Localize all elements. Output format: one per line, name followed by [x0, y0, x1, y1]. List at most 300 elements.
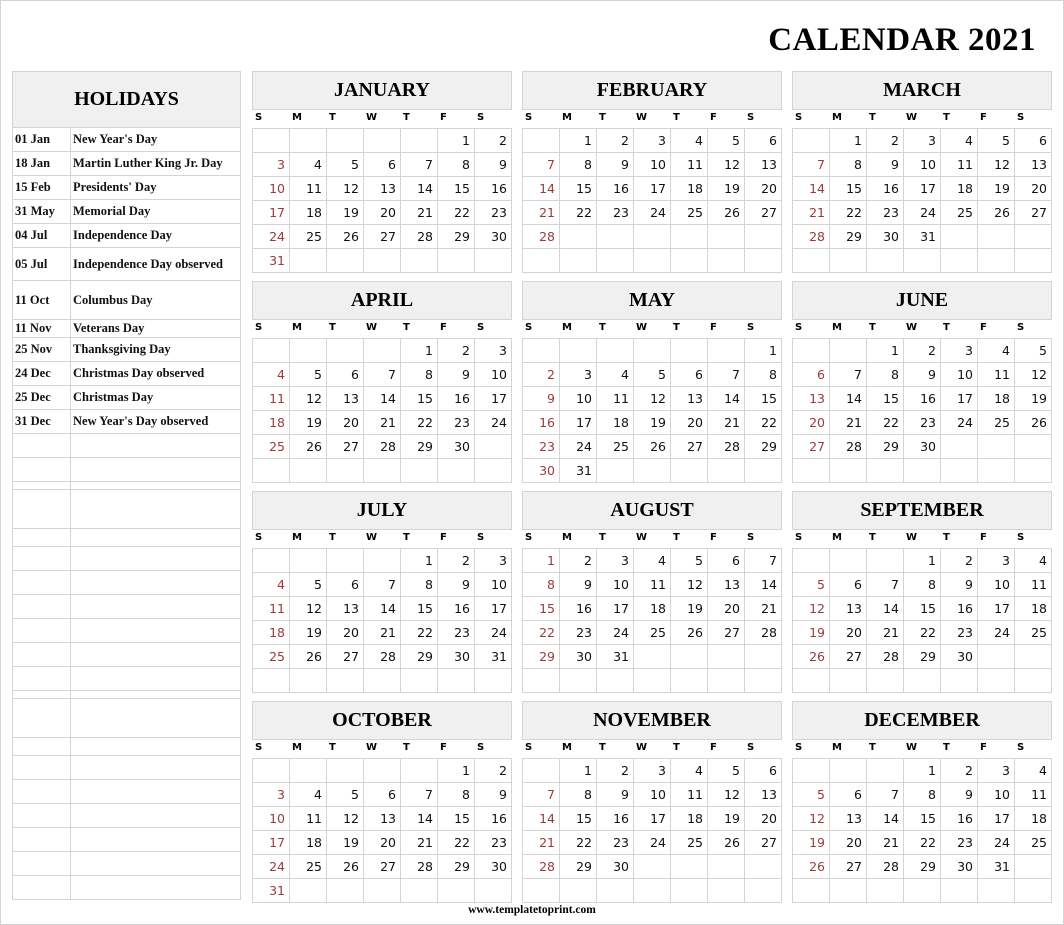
day-cell [523, 669, 560, 693]
weekday-label: S [525, 532, 533, 543]
day-cell [560, 669, 597, 693]
day-cell: 21 [793, 201, 830, 225]
footer-url: www.templatetoprint.com [468, 904, 596, 916]
day-cell: 23 [438, 411, 475, 435]
day-cell: 3 [978, 759, 1015, 783]
day-cell: 11 [1015, 573, 1052, 597]
day-cell [904, 459, 941, 483]
day-grid [252, 758, 512, 903]
day-cell: 20 [830, 621, 867, 645]
day-cell [327, 759, 364, 783]
day-cell [745, 459, 782, 483]
weekday-label: S [747, 742, 755, 753]
day-cell [438, 249, 475, 273]
day-cell: 22 [904, 831, 941, 855]
day-cell: 8 [745, 363, 782, 387]
weekday-label: M [832, 742, 842, 753]
day-cell: 8 [401, 573, 438, 597]
day-cell [475, 249, 512, 273]
holiday-row [12, 691, 241, 699]
day-cell: 25 [290, 855, 327, 879]
day-cell: 25 [634, 621, 671, 645]
day-cell [560, 879, 597, 903]
day-cell [1015, 669, 1052, 693]
day-cell: 7 [364, 573, 401, 597]
day-cell [978, 645, 1015, 669]
holiday-row [12, 738, 241, 756]
weekday-label: S [1017, 532, 1025, 543]
weekday-header [792, 530, 1052, 548]
day-cell: 12 [793, 807, 830, 831]
day-cell: 2 [560, 549, 597, 573]
day-cell: 10 [253, 177, 290, 201]
day-cell [1015, 645, 1052, 669]
day-cell [671, 855, 708, 879]
day-cell: 23 [475, 831, 512, 855]
weekday-label: T [943, 112, 950, 123]
day-cell: 27 [364, 855, 401, 879]
day-cell: 19 [793, 831, 830, 855]
day-cell: 21 [708, 411, 745, 435]
day-cell [793, 459, 830, 483]
day-cell: 11 [1015, 783, 1052, 807]
weekday-label: M [292, 112, 302, 123]
day-cell: 29 [523, 645, 560, 669]
day-cell [634, 669, 671, 693]
day-cell: 6 [327, 363, 364, 387]
holiday-date [13, 482, 71, 489]
day-cell: 16 [867, 177, 904, 201]
day-cell [671, 669, 708, 693]
day-cell: 19 [708, 807, 745, 831]
day-cell [290, 129, 327, 153]
day-cell [1015, 879, 1052, 903]
weekday-label: M [562, 112, 572, 123]
day-cell: 4 [1015, 549, 1052, 573]
day-cell: 13 [364, 177, 401, 201]
day-cell: 25 [290, 225, 327, 249]
day-cell: 5 [290, 573, 327, 597]
holiday-name [71, 643, 240, 666]
day-cell: 29 [438, 855, 475, 879]
day-cell: 13 [1015, 153, 1052, 177]
holiday-date: 11 Oct [13, 281, 71, 319]
day-cell: 22 [401, 621, 438, 645]
day-cell: 9 [904, 363, 941, 387]
day-cell: 17 [253, 831, 290, 855]
day-cell: 21 [523, 831, 560, 855]
day-cell: 15 [401, 597, 438, 621]
day-cell [1015, 249, 1052, 273]
day-cell: 21 [401, 831, 438, 855]
day-cell: 27 [327, 645, 364, 669]
day-cell [438, 459, 475, 483]
day-cell [867, 759, 904, 783]
day-cell: 28 [745, 621, 782, 645]
day-cell: 4 [290, 153, 327, 177]
day-cell [327, 339, 364, 363]
holiday-name [71, 852, 240, 875]
holiday-row [12, 434, 241, 458]
weekday-label: M [562, 532, 572, 543]
day-cell: 25 [978, 411, 1015, 435]
day-cell: 6 [830, 573, 867, 597]
holiday-name: Christmas Day observed [73, 366, 205, 380]
day-cell: 25 [671, 831, 708, 855]
day-grid [252, 128, 512, 273]
day-cell: 2 [941, 759, 978, 783]
day-cell [290, 339, 327, 363]
day-cell: 10 [597, 573, 634, 597]
day-cell [364, 459, 401, 483]
day-cell: 22 [560, 831, 597, 855]
day-cell: 26 [978, 201, 1015, 225]
day-cell: 30 [904, 435, 941, 459]
weekday-label: T [599, 112, 606, 123]
weekday-label: S [525, 322, 533, 333]
day-cell: 24 [904, 201, 941, 225]
day-cell [438, 879, 475, 903]
day-cell: 22 [560, 201, 597, 225]
day-cell: 26 [671, 621, 708, 645]
day-cell: 26 [290, 435, 327, 459]
weekday-label: S [255, 322, 263, 333]
weekday-label: S [255, 742, 263, 753]
weekday-header [252, 110, 512, 128]
weekday-label: T [329, 532, 336, 543]
day-cell: 15 [867, 387, 904, 411]
weekday-label: W [636, 532, 648, 543]
holiday-name: Independence Day [73, 228, 172, 242]
day-cell: 15 [904, 597, 941, 621]
day-cell: 10 [475, 573, 512, 597]
holidays-heading: HOLIDAYS [12, 71, 241, 128]
holiday-name [71, 571, 240, 594]
day-cell: 20 [708, 597, 745, 621]
holiday-row [12, 482, 241, 490]
holiday-row [12, 852, 241, 876]
day-cell: 18 [253, 411, 290, 435]
day-cell: 7 [793, 153, 830, 177]
day-cell: 28 [523, 855, 560, 879]
day-cell: 3 [475, 339, 512, 363]
day-cell [401, 249, 438, 273]
day-cell [401, 459, 438, 483]
day-cell [523, 339, 560, 363]
day-cell: 9 [560, 573, 597, 597]
day-cell [401, 759, 438, 783]
day-cell [1015, 855, 1052, 879]
holiday-row [12, 386, 241, 410]
month-title: JULY [252, 491, 512, 530]
month-title: NOVEMBER [522, 701, 782, 740]
day-cell: 2 [597, 129, 634, 153]
holiday-row [12, 699, 241, 738]
day-cell: 4 [597, 363, 634, 387]
day-cell: 12 [634, 387, 671, 411]
holiday-date [13, 490, 71, 528]
day-cell: 6 [364, 153, 401, 177]
weekday-label: W [366, 532, 378, 543]
day-cell: 22 [867, 411, 904, 435]
day-cell [401, 669, 438, 693]
day-cell [1015, 435, 1052, 459]
day-cell: 21 [830, 411, 867, 435]
day-cell [253, 459, 290, 483]
day-cell: 10 [634, 153, 671, 177]
day-cell: 31 [597, 645, 634, 669]
holiday-row [12, 547, 241, 571]
day-cell: 6 [830, 783, 867, 807]
weekday-label: F [710, 112, 717, 123]
day-cell: 11 [253, 597, 290, 621]
day-cell: 26 [634, 435, 671, 459]
day-cell: 9 [597, 783, 634, 807]
day-cell: 9 [523, 387, 560, 411]
day-cell: 11 [597, 387, 634, 411]
day-cell [253, 339, 290, 363]
day-cell [634, 339, 671, 363]
day-cell: 18 [290, 201, 327, 225]
holiday-name [71, 828, 240, 851]
holiday-date [13, 804, 71, 827]
day-cell: 22 [438, 831, 475, 855]
day-cell: 12 [327, 177, 364, 201]
day-cell: 11 [290, 807, 327, 831]
day-cell [793, 879, 830, 903]
day-cell: 31 [253, 249, 290, 273]
day-cell: 30 [597, 855, 634, 879]
weekday-label: T [869, 112, 876, 123]
weekday-label: W [906, 322, 918, 333]
day-cell [597, 339, 634, 363]
day-cell: 27 [708, 621, 745, 645]
weekday-label: F [980, 742, 987, 753]
weekday-header [252, 530, 512, 548]
weekday-label: F [710, 322, 717, 333]
day-cell: 13 [671, 387, 708, 411]
day-cell [401, 879, 438, 903]
weekday-label: S [795, 322, 803, 333]
day-cell: 31 [253, 879, 290, 903]
day-cell [475, 435, 512, 459]
day-cell: 3 [941, 339, 978, 363]
holiday-name: Christmas Day [73, 390, 154, 404]
day-cell: 29 [438, 225, 475, 249]
day-cell: 20 [1015, 177, 1052, 201]
day-cell: 16 [438, 597, 475, 621]
day-cell: 17 [597, 597, 634, 621]
day-cell: 15 [830, 177, 867, 201]
day-cell: 26 [708, 831, 745, 855]
day-cell: 14 [364, 387, 401, 411]
day-cell: 16 [597, 177, 634, 201]
holiday-date [13, 780, 71, 803]
holiday-name: Veterans Day [73, 321, 145, 335]
day-cell [978, 459, 1015, 483]
weekday-label: W [366, 322, 378, 333]
day-cell: 31 [978, 855, 1015, 879]
day-cell [253, 759, 290, 783]
day-cell [290, 549, 327, 573]
day-cell [327, 669, 364, 693]
day-cell: 8 [438, 153, 475, 177]
day-cell: 6 [708, 549, 745, 573]
weekday-label: T [673, 742, 680, 753]
day-cell: 8 [904, 783, 941, 807]
day-cell: 24 [941, 411, 978, 435]
day-cell: 14 [401, 177, 438, 201]
day-cell [364, 879, 401, 903]
day-cell: 27 [745, 831, 782, 855]
day-cell [941, 225, 978, 249]
day-cell: 3 [253, 153, 290, 177]
day-cell: 12 [1015, 363, 1052, 387]
day-cell: 7 [401, 153, 438, 177]
day-cell: 10 [941, 363, 978, 387]
day-cell: 7 [364, 363, 401, 387]
day-cell: 30 [438, 435, 475, 459]
day-cell: 26 [327, 855, 364, 879]
weekday-label: T [403, 112, 410, 123]
day-cell: 3 [597, 549, 634, 573]
holiday-row [12, 458, 241, 482]
day-cell [867, 249, 904, 273]
day-cell: 30 [941, 855, 978, 879]
day-cell [867, 549, 904, 573]
day-cell [671, 249, 708, 273]
day-cell: 29 [401, 645, 438, 669]
day-cell: 23 [597, 831, 634, 855]
holiday-date [13, 595, 71, 618]
day-cell: 16 [523, 411, 560, 435]
day-cell: 27 [364, 225, 401, 249]
day-cell: 5 [327, 783, 364, 807]
day-cell: 2 [597, 759, 634, 783]
holiday-row [12, 281, 241, 320]
day-cell: 28 [830, 435, 867, 459]
day-cell [671, 225, 708, 249]
day-cell: 14 [523, 807, 560, 831]
day-cell: 4 [253, 573, 290, 597]
day-cell: 22 [830, 201, 867, 225]
day-cell: 8 [904, 573, 941, 597]
day-cell [941, 249, 978, 273]
day-cell: 9 [438, 363, 475, 387]
day-cell: 27 [671, 435, 708, 459]
day-cell [941, 669, 978, 693]
day-cell [793, 339, 830, 363]
day-cell: 4 [290, 783, 327, 807]
day-cell: 14 [523, 177, 560, 201]
day-cell: 23 [523, 435, 560, 459]
day-cell [523, 129, 560, 153]
day-cell: 19 [327, 201, 364, 225]
day-cell: 20 [745, 177, 782, 201]
holiday-row [12, 338, 241, 362]
day-grid [792, 128, 1052, 273]
day-cell: 19 [978, 177, 1015, 201]
day-cell: 18 [1015, 807, 1052, 831]
day-cell: 22 [438, 201, 475, 225]
day-cell [708, 855, 745, 879]
day-cell: 10 [978, 573, 1015, 597]
day-cell [830, 669, 867, 693]
day-cell [634, 879, 671, 903]
day-cell: 13 [327, 597, 364, 621]
holiday-name [71, 482, 240, 489]
day-cell [830, 249, 867, 273]
day-cell [597, 225, 634, 249]
day-cell: 11 [290, 177, 327, 201]
day-cell [830, 549, 867, 573]
day-cell: 28 [401, 855, 438, 879]
holiday-row [12, 410, 241, 434]
day-cell: 18 [597, 411, 634, 435]
day-cell: 29 [904, 645, 941, 669]
day-cell: 17 [904, 177, 941, 201]
month-title: APRIL [252, 281, 512, 320]
day-cell: 13 [793, 387, 830, 411]
day-cell [523, 249, 560, 273]
holiday-date: 04 Jul [13, 224, 71, 247]
day-cell: 12 [978, 153, 1015, 177]
weekday-label: M [292, 742, 302, 753]
day-cell: 10 [475, 363, 512, 387]
day-cell: 26 [793, 855, 830, 879]
day-cell: 9 [941, 783, 978, 807]
day-cell [708, 339, 745, 363]
weekday-label: M [292, 532, 302, 543]
day-cell: 15 [560, 177, 597, 201]
month-title: MAY [522, 281, 782, 320]
day-cell [904, 669, 941, 693]
day-cell [523, 759, 560, 783]
day-grid [522, 758, 782, 903]
holiday-date [13, 699, 71, 737]
day-cell: 1 [560, 759, 597, 783]
day-cell: 2 [475, 759, 512, 783]
day-cell: 8 [560, 783, 597, 807]
day-cell [327, 879, 364, 903]
holiday-date: 05 Jul [13, 248, 71, 280]
day-cell: 15 [438, 807, 475, 831]
day-cell: 29 [401, 435, 438, 459]
holiday-date [13, 643, 71, 666]
day-cell [978, 879, 1015, 903]
day-cell [708, 459, 745, 483]
weekday-label: M [292, 322, 302, 333]
day-cell: 14 [830, 387, 867, 411]
day-cell [560, 225, 597, 249]
day-cell: 16 [475, 807, 512, 831]
day-cell: 13 [830, 597, 867, 621]
weekday-label: T [403, 532, 410, 543]
day-cell: 28 [401, 225, 438, 249]
day-cell: 29 [904, 855, 941, 879]
day-cell: 5 [634, 363, 671, 387]
day-cell: 17 [253, 201, 290, 225]
day-cell: 7 [401, 783, 438, 807]
holiday-row [12, 804, 241, 828]
day-cell: 26 [1015, 411, 1052, 435]
weekday-label: S [747, 322, 755, 333]
weekday-header [792, 110, 1052, 128]
day-cell [290, 669, 327, 693]
day-cell: 25 [941, 201, 978, 225]
day-cell [560, 249, 597, 273]
day-cell: 7 [830, 363, 867, 387]
